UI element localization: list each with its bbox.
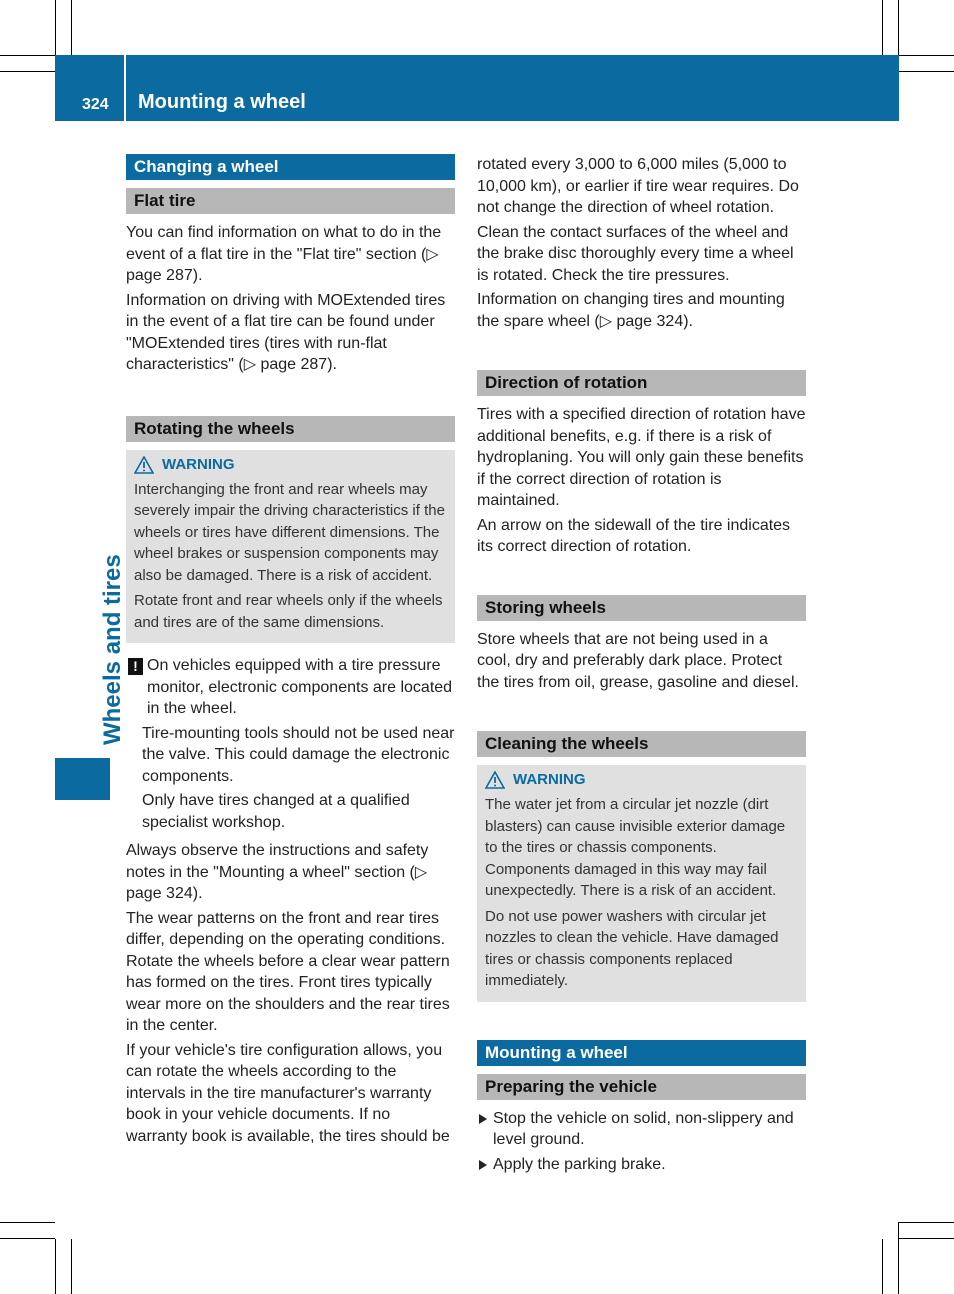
paragraph: Store wheels that are not being used in a cool, dry and preferably dark place. Protect the tires from oil, grease, gasoline and diesel. xyxy=(477,630,799,691)
warning-triangle-icon xyxy=(134,456,154,474)
crop-mark xyxy=(55,1239,56,1294)
crop-mark xyxy=(899,71,954,72)
warning-title xyxy=(134,454,447,476)
crop-mark xyxy=(0,55,55,56)
crop-mark xyxy=(0,71,55,72)
subheading-storing-wheels: Storing wheels xyxy=(477,595,806,621)
section-heading-changing-wheel: Changing a wheel xyxy=(126,154,455,180)
header-divider xyxy=(124,55,126,121)
paragraph: Information on changing tires and mounting the spare wheel (▷ page 324). xyxy=(477,291,785,330)
crop-mark xyxy=(899,55,954,56)
warning-box xyxy=(477,765,806,1002)
exclamation-icon: ! xyxy=(128,658,143,675)
paragraph: The wear patterns on the front and rear tires differ, depending on the operating conditions. Rotate the wheels before a clear wear pattern has formed on the tires. Front tires typically wear more on the shoulders and the rear tires in the center. xyxy=(126,909,450,1034)
step-text: Stop the vehicle on solid, non-slippery and level ground. xyxy=(493,1109,794,1148)
warning-text: The water jet from a circular jet nozzle (dirt blasters) can cause invisible exterior damage to the tires or chassis components. Components damaged in this way may fail unexpectedly. There is a risk of an accident. xyxy=(485,796,786,899)
subheading-flat-tire: Flat tire xyxy=(126,188,455,214)
note-text: On vehicles equipped with a tire pressure monitor, electronic components are located in the wheel. xyxy=(147,657,453,717)
warning-label: WARNING xyxy=(162,455,235,473)
step-item xyxy=(477,1154,806,1179)
subheading-preparing-vehicle: Preparing the vehicle xyxy=(477,1074,806,1100)
arrow-bullet-icon xyxy=(479,1114,487,1124)
warning-title xyxy=(485,769,798,791)
paragraph: If your vehicle's tire configuration allows, you can rotate the wheels according to the intervals in the tire manufacturer's warranty book in your vehicle documents. If no warranty book is available, the tires should be xyxy=(126,1041,450,1145)
crop-mark xyxy=(898,0,899,55)
paragraph: Always observe the instructions and safety notes in the "Mounting a wheel" section (▷ page 324). xyxy=(126,842,429,902)
subheading-direction-rotation: Direction of rotation xyxy=(477,370,806,396)
left-column xyxy=(126,154,455,1150)
warning-text: Rotate front and rear wheels only if the wheels and tires are of the same dimensions. xyxy=(134,592,443,631)
crop-mark xyxy=(0,1238,55,1239)
paragraph: Clean the contact surfaces of the wheel and the brake disc thoroughly every time a wheel is rotated. Check the tire pressures. xyxy=(477,223,794,284)
warning-box xyxy=(126,450,455,644)
note-text: Tire-mounting tools should not be used near the valve. This could damage the electronic components. xyxy=(142,724,455,785)
crop-mark xyxy=(0,1222,55,1223)
crop-mark xyxy=(71,0,72,55)
subheading-cleaning-wheels: Cleaning the wheels xyxy=(477,731,806,757)
section-heading-mounting-wheel: Mounting a wheel xyxy=(477,1040,806,1066)
warning-triangle-icon xyxy=(485,771,505,789)
crop-mark xyxy=(882,0,883,55)
subheading-rotating-wheels: Rotating the wheels xyxy=(126,416,455,442)
step-item xyxy=(477,1108,806,1154)
crop-mark xyxy=(882,1239,883,1294)
crop-mark xyxy=(55,0,56,55)
paragraph: You can find information on what to do in the event of a flat tire in the "Flat tire" section (▷ page 287). xyxy=(126,224,442,284)
right-column xyxy=(477,154,806,1178)
arrow-bullet-icon xyxy=(479,1160,487,1170)
crop-mark xyxy=(899,1222,954,1223)
section-tab-marker xyxy=(55,758,110,800)
warning-label: WARNING xyxy=(513,771,586,788)
paragraph: An arrow on the sidewall of the tire indicates its correct direction of rotation. xyxy=(477,516,791,555)
crop-mark xyxy=(71,1239,72,1294)
crop-mark xyxy=(899,1238,954,1239)
page-title: Mounting a wheel xyxy=(138,91,306,113)
page-number: 324 xyxy=(82,96,109,113)
warning-text: Interchanging the front and rear wheels may severely impair the driving characteristics if the wheels or tires have different dimensions. The wheel brakes or suspension components may also be damaged. There is a risk of accident. xyxy=(134,480,445,584)
caution-note xyxy=(126,655,455,723)
note-text: Only have tires changed at a qualified specialist workshop. xyxy=(142,792,410,831)
crop-mark xyxy=(898,1222,899,1294)
paragraph: Information on driving with MOExtended tires in the event of a flat tire can be found under "MOExtended tires (tires with run-flat characteristics" (▷ page 287). xyxy=(126,291,446,373)
paragraph: rotated every 3,000 to 6,000 miles (5,000 to 10,000 km), or earlier if tire wear requires. Do not change the direction of wheel rotation. xyxy=(477,156,799,216)
section-side-label: Wheels and tires xyxy=(99,554,126,745)
step-text: Apply the parking brake. xyxy=(493,1155,666,1173)
warning-text: Do not use power washers with circular jet nozzles to clean the vehicle. Have damaged tires or chassis components replaced immediately. xyxy=(485,907,779,989)
paragraph: Tires with a specified direction of rotation have additional benefits, e.g. if there is a risk of hydroplaning. You will only gain these benefits if the correct direction of rotation is maintained. xyxy=(477,406,806,509)
